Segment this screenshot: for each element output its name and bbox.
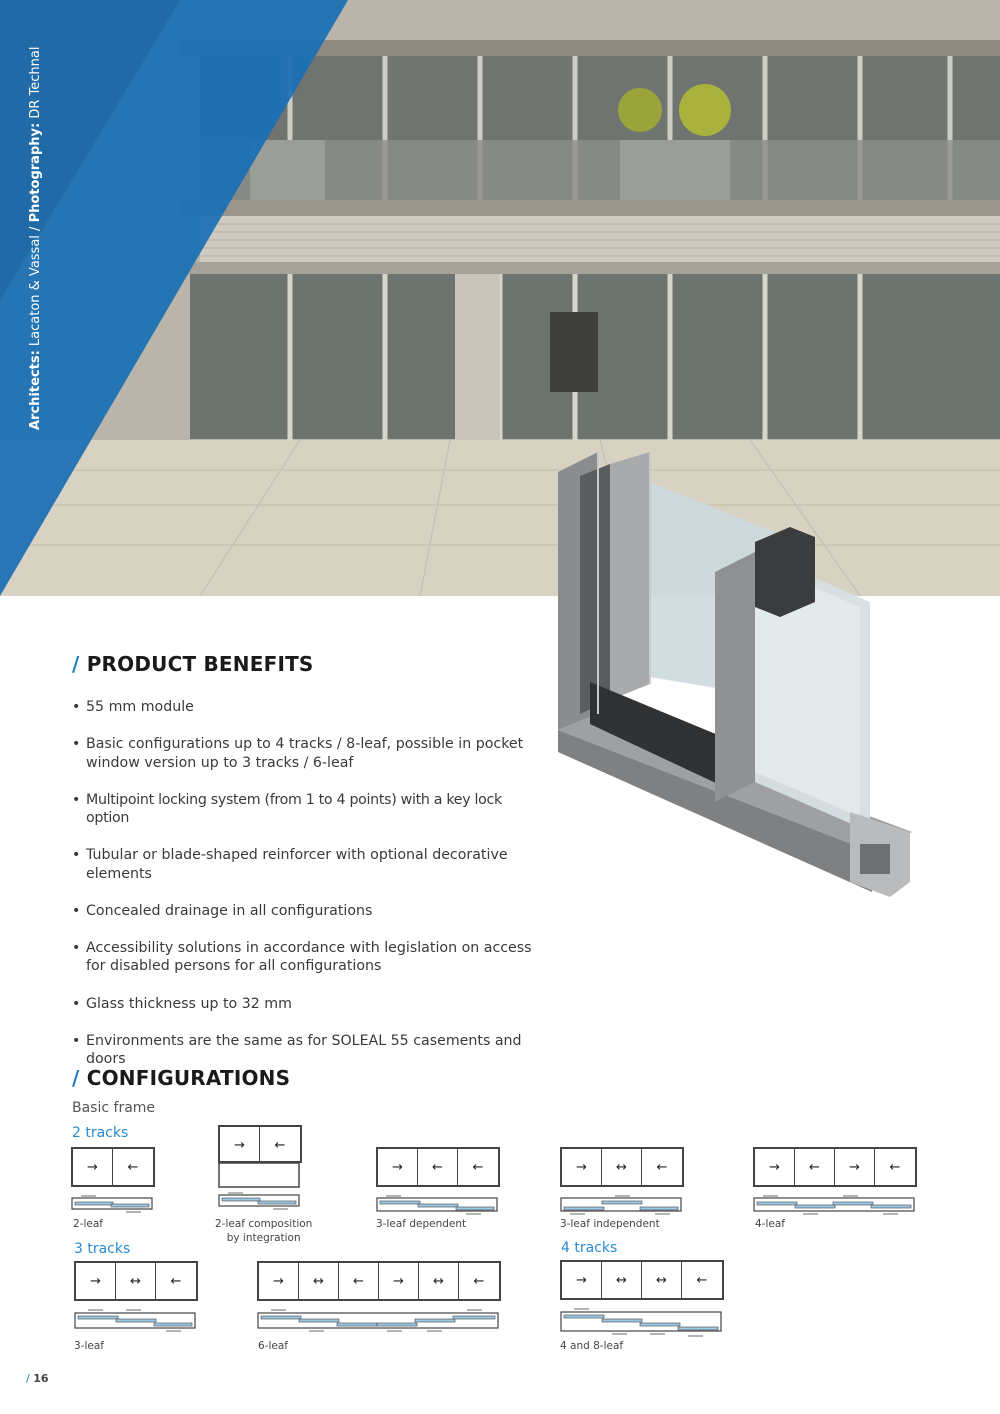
leaf-arrow: →	[259, 1263, 299, 1299]
leaf-arrow: ↔	[116, 1263, 156, 1299]
photo-credit	[28, 47, 43, 430]
configurations-title: CONFIGURATIONS	[86, 1066, 291, 1090]
sash-frame	[560, 1260, 724, 1300]
sash-frame	[74, 1261, 198, 1301]
leaf-arrow: ↔	[602, 1262, 642, 1298]
leaf-arrow: ↔	[299, 1263, 339, 1299]
page-number	[26, 1372, 49, 1385]
leaf-arrow: ←	[656, 1159, 668, 1175]
leaf-arrow: ←	[795, 1149, 835, 1185]
basic-frame-label: Basic frame	[72, 1100, 156, 1116]
caption-three-leaf: 3-leaf	[74, 1340, 104, 1352]
credit-separator: /	[28, 226, 43, 231]
track-section-drawing	[560, 1195, 684, 1215]
leaf-arrow: ←	[418, 1149, 458, 1185]
sash-frame	[753, 1147, 917, 1187]
caption-line: 2-leaf composition	[215, 1218, 313, 1230]
four-tracks-label: 4 tracks	[561, 1240, 618, 1256]
leaf-arrow: ↔	[602, 1149, 642, 1185]
track-section-drawing	[71, 1195, 155, 1213]
list-item: • Accessibility solutions in accordance with legislation on access for disabled persons for all configurations	[72, 939, 532, 976]
list-item: • Basic configurations up to 4 tracks / 8-leaf, possible in pocket window version up to 3 tracks / 6-leaf	[72, 735, 532, 772]
list-item: • Environments are the same as for SOLEAL 55 casements and doors	[72, 1032, 532, 1069]
architects-value: Lacaton & Vassal	[28, 235, 43, 347]
list-item: • 55 mm module	[72, 698, 532, 717]
heading-slash: /	[72, 1066, 80, 1090]
leaf-arrow: ←	[889, 1159, 901, 1175]
track-section-drawing	[74, 1309, 198, 1333]
track-section-drawing	[560, 1308, 724, 1338]
caption-two-leaf-composition	[215, 1217, 312, 1245]
list-item: • Concealed drainage in all configurations	[72, 902, 532, 921]
sash-frame	[71, 1147, 155, 1187]
leaf-arrow: →	[562, 1262, 602, 1298]
track-section-drawing	[257, 1309, 501, 1333]
leaf-arrow: ←	[274, 1137, 286, 1153]
two-tracks-label: 2 tracks	[72, 1125, 129, 1141]
leaf-arrow: →	[73, 1149, 113, 1185]
leaf-arrow: →	[379, 1263, 419, 1299]
page-number-slash: /	[26, 1372, 30, 1385]
benefits-heading	[72, 652, 314, 676]
leaf-arrow: →	[378, 1149, 418, 1185]
benefits-title: PRODUCT BENEFITS	[86, 652, 314, 676]
sash-frame	[257, 1261, 501, 1301]
track-section-drawing	[376, 1195, 500, 1215]
leaf-arrow: →	[220, 1127, 260, 1163]
caption-six-leaf: 6-leaf	[258, 1340, 288, 1352]
leaf-arrow: ←	[339, 1263, 379, 1299]
leaf-arrow: →	[76, 1263, 116, 1299]
page-number-value: 16	[33, 1372, 49, 1385]
leaf-arrow: ←	[473, 1273, 485, 1289]
photography-value: DR Technal	[28, 46, 43, 119]
sliding-window-profile-illustration	[550, 452, 930, 902]
sash-frame	[560, 1147, 684, 1187]
leaf-arrow: ↔	[642, 1262, 682, 1298]
leaf-arrow: →	[755, 1149, 795, 1185]
configurations-heading	[72, 1066, 290, 1090]
caption-two-leaf: 2-leaf	[73, 1218, 103, 1230]
list-item: • Multipoint locking system (from 1 to 4 points) with a key lock option	[72, 791, 532, 828]
leaf-arrow: ←	[696, 1272, 708, 1288]
leaf-arrow: ←	[170, 1273, 182, 1289]
architects-label: Architects:	[28, 350, 43, 430]
leaf-arrow: ←	[127, 1159, 139, 1175]
track-section-drawing	[753, 1195, 917, 1215]
sash-frame	[376, 1147, 500, 1187]
caption-three-leaf-dependent: 3-leaf dependent	[376, 1218, 467, 1230]
benefits-list	[72, 698, 532, 1087]
caption-line: by integration	[226, 1232, 301, 1244]
caption-four-leaf: 4-leaf	[755, 1218, 785, 1230]
leaf-arrow: →	[835, 1149, 875, 1185]
leaf-arrow: →	[562, 1149, 602, 1185]
leaf-arrow: ←	[472, 1159, 484, 1175]
leaf-arrow: ↔	[419, 1263, 459, 1299]
three-tracks-label: 3 tracks	[74, 1241, 131, 1257]
list-item: • Glass thickness up to 32 mm	[72, 995, 532, 1014]
caption-three-leaf-independent: 3-leaf independent	[560, 1218, 660, 1230]
caption-four-eight-leaf: 4 and 8-leaf	[560, 1340, 624, 1352]
sash-frame	[218, 1125, 302, 1163]
list-item: • Tubular or blade-shaped reinforcer with optional decorative elements	[72, 846, 532, 883]
heading-slash: /	[72, 652, 80, 676]
photography-label: Photography:	[28, 122, 43, 223]
